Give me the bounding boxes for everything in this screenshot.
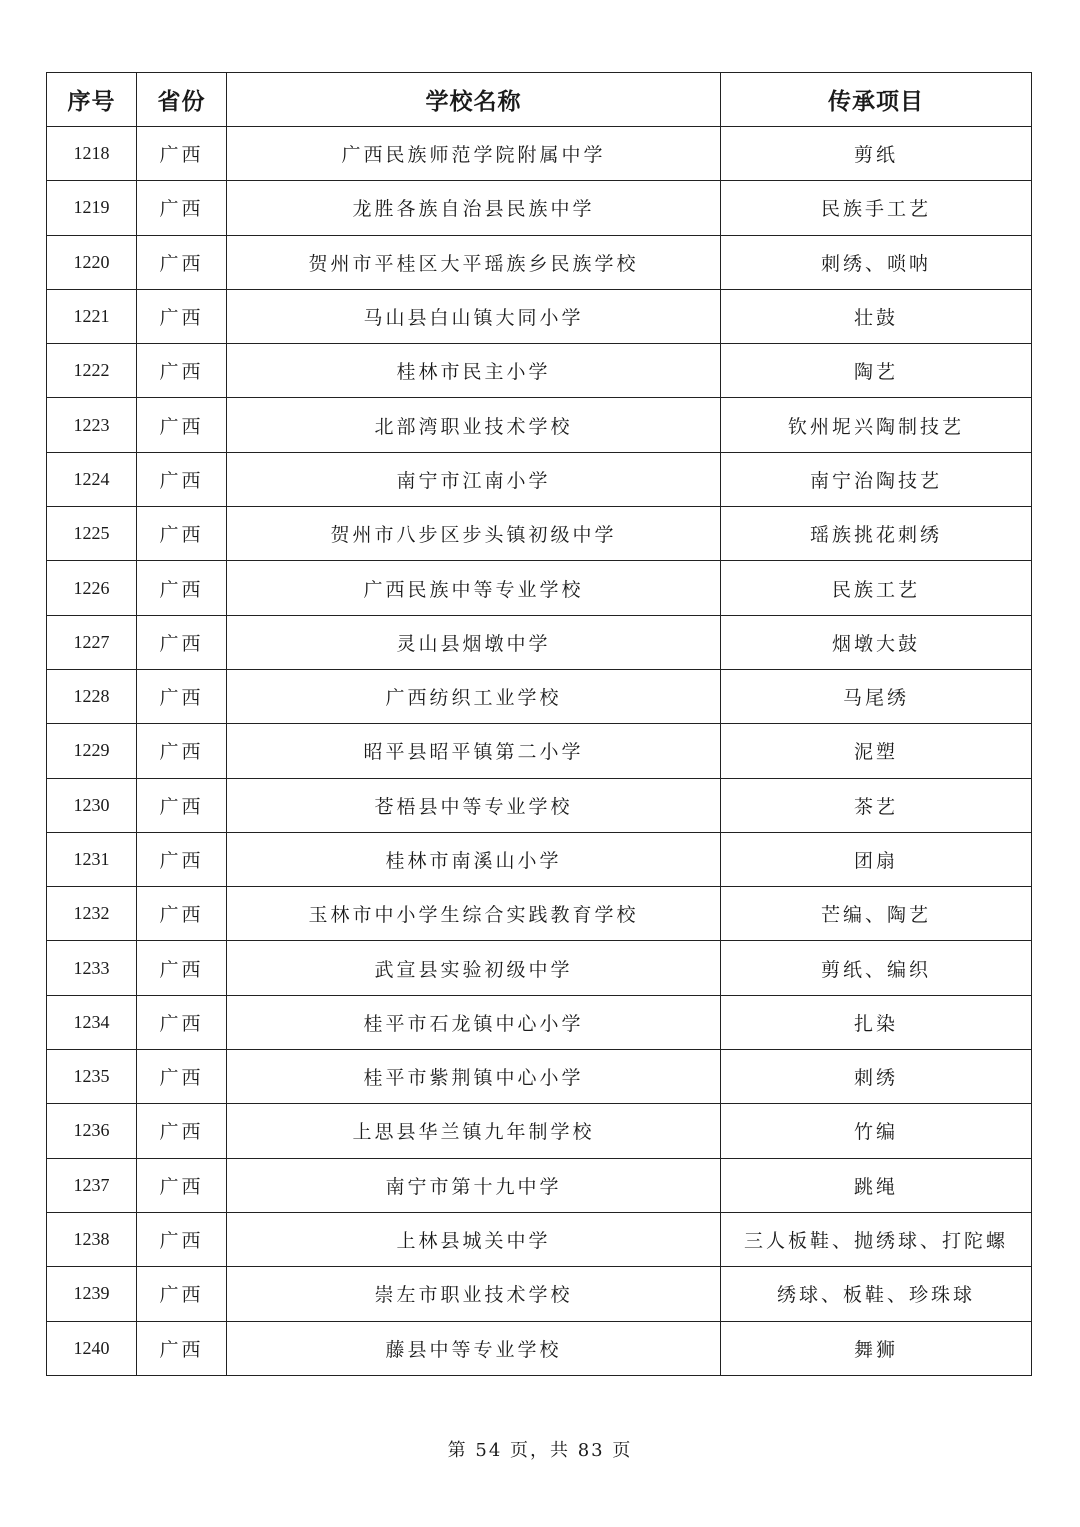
table-row xyxy=(47,1104,1032,1158)
header-heritage-project: 传承项目 xyxy=(721,73,1032,127)
cell-heritage-project: 剪纸、编织 xyxy=(721,941,1032,995)
cell-province: 广西 xyxy=(137,289,227,343)
table-row xyxy=(47,344,1032,398)
header-school-name: 学校名称 xyxy=(227,73,721,127)
cell-school-name: 广西纺织工业学校 xyxy=(227,669,721,723)
cell-seq: 1229 xyxy=(47,724,137,778)
cell-seq: 1225 xyxy=(47,507,137,561)
cell-province: 广西 xyxy=(137,995,227,1049)
cell-school-name: 南宁市第十九中学 xyxy=(227,1158,721,1212)
table-row xyxy=(47,561,1032,615)
cell-heritage-project: 烟墩大鼓 xyxy=(721,615,1032,669)
cell-school-name: 崇左市职业技术学校 xyxy=(227,1267,721,1321)
table-header-row xyxy=(47,73,1032,127)
cell-seq: 1230 xyxy=(47,778,137,832)
cell-seq: 1239 xyxy=(47,1267,137,1321)
cell-seq: 1219 xyxy=(47,181,137,235)
cell-province: 广西 xyxy=(137,615,227,669)
cell-seq: 1240 xyxy=(47,1321,137,1375)
cell-province: 广西 xyxy=(137,1104,227,1158)
cell-seq: 1238 xyxy=(47,1212,137,1266)
cell-province: 广西 xyxy=(137,1267,227,1321)
cell-province: 广西 xyxy=(137,561,227,615)
cell-school-name: 龙胜各族自治县民族中学 xyxy=(227,181,721,235)
cell-seq: 1224 xyxy=(47,452,137,506)
cell-seq: 1228 xyxy=(47,669,137,723)
cell-heritage-project: 南宁治陶技艺 xyxy=(721,452,1032,506)
cell-heritage-project: 剪纸 xyxy=(721,127,1032,181)
cell-heritage-project: 刺绣、唢呐 xyxy=(721,235,1032,289)
cell-province: 广西 xyxy=(137,887,227,941)
cell-heritage-project: 茶艺 xyxy=(721,778,1032,832)
cell-heritage-project: 民族手工艺 xyxy=(721,181,1032,235)
cell-seq: 1234 xyxy=(47,995,137,1049)
cell-province: 广西 xyxy=(137,127,227,181)
cell-school-name: 贺州市八步区步头镇初级中学 xyxy=(227,507,721,561)
cell-heritage-project: 钦州坭兴陶制技艺 xyxy=(721,398,1032,452)
header-seq: 序号 xyxy=(47,73,137,127)
cell-school-name: 藤县中等专业学校 xyxy=(227,1321,721,1375)
cell-school-name: 灵山县烟墩中学 xyxy=(227,615,721,669)
cell-school-name: 玉林市中小学生综合实践教育学校 xyxy=(227,887,721,941)
table-row xyxy=(47,398,1032,452)
table-row xyxy=(47,289,1032,343)
table-row xyxy=(47,778,1032,832)
table-row xyxy=(47,995,1032,1049)
cell-school-name: 北部湾职业技术学校 xyxy=(227,398,721,452)
table-row xyxy=(47,452,1032,506)
cell-province: 广西 xyxy=(137,452,227,506)
cell-province: 广西 xyxy=(137,832,227,886)
table-row xyxy=(47,235,1032,289)
table-row xyxy=(47,1212,1032,1266)
cell-province: 广西 xyxy=(137,507,227,561)
cell-province: 广西 xyxy=(137,669,227,723)
cell-seq: 1232 xyxy=(47,887,137,941)
cell-school-name: 桂平市石龙镇中心小学 xyxy=(227,995,721,1049)
cell-seq: 1237 xyxy=(47,1158,137,1212)
cell-province: 广西 xyxy=(137,941,227,995)
cell-school-name: 广西民族师范学院附属中学 xyxy=(227,127,721,181)
cell-heritage-project: 芒编、陶艺 xyxy=(721,887,1032,941)
cell-province: 广西 xyxy=(137,1050,227,1104)
table-row xyxy=(47,941,1032,995)
cell-school-name: 上林县城关中学 xyxy=(227,1212,721,1266)
cell-heritage-project: 马尾绣 xyxy=(721,669,1032,723)
cell-seq: 1221 xyxy=(47,289,137,343)
cell-seq: 1223 xyxy=(47,398,137,452)
table-row xyxy=(47,1321,1032,1375)
table-row xyxy=(47,669,1032,723)
cell-heritage-project: 壮鼓 xyxy=(721,289,1032,343)
cell-seq: 1236 xyxy=(47,1104,137,1158)
table-row xyxy=(47,181,1032,235)
cell-province: 广西 xyxy=(137,1158,227,1212)
header-province: 省份 xyxy=(137,73,227,127)
cell-school-name: 武宣县实验初级中学 xyxy=(227,941,721,995)
table-row xyxy=(47,832,1032,886)
cell-seq: 1222 xyxy=(47,344,137,398)
cell-heritage-project: 泥塑 xyxy=(721,724,1032,778)
cell-school-name: 南宁市江南小学 xyxy=(227,452,721,506)
cell-province: 广西 xyxy=(137,1212,227,1266)
cell-heritage-project: 扎染 xyxy=(721,995,1032,1049)
cell-school-name: 昭平县昭平镇第二小学 xyxy=(227,724,721,778)
cell-school-name: 桂林市民主小学 xyxy=(227,344,721,398)
cell-heritage-project: 三人板鞋、抛绣球、打陀螺 xyxy=(721,1212,1032,1266)
school-list-table xyxy=(46,72,1032,1376)
cell-province: 广西 xyxy=(137,1321,227,1375)
table-row xyxy=(47,1158,1032,1212)
page-number-footer: 第 54 页，共 83 页 xyxy=(447,1440,633,1461)
cell-heritage-project: 瑶族挑花刺绣 xyxy=(721,507,1032,561)
cell-school-name: 马山县白山镇大同小学 xyxy=(227,289,721,343)
cell-heritage-project: 民族工艺 xyxy=(721,561,1032,615)
cell-province: 广西 xyxy=(137,235,227,289)
cell-heritage-project: 绣球、板鞋、珍珠球 xyxy=(721,1267,1032,1321)
table-row xyxy=(47,1267,1032,1321)
table-row xyxy=(47,507,1032,561)
cell-heritage-project: 团扇 xyxy=(721,832,1032,886)
cell-seq: 1226 xyxy=(47,561,137,615)
cell-seq: 1218 xyxy=(47,127,137,181)
cell-seq: 1220 xyxy=(47,235,137,289)
table-row xyxy=(47,127,1032,181)
cell-province: 广西 xyxy=(137,778,227,832)
cell-seq: 1233 xyxy=(47,941,137,995)
cell-school-name: 桂平市紫荆镇中心小学 xyxy=(227,1050,721,1104)
cell-province: 广西 xyxy=(137,181,227,235)
table-body xyxy=(47,127,1032,1376)
cell-province: 广西 xyxy=(137,724,227,778)
cell-seq: 1227 xyxy=(47,615,137,669)
cell-province: 广西 xyxy=(137,344,227,398)
cell-seq: 1231 xyxy=(47,832,137,886)
cell-school-name: 上思县华兰镇九年制学校 xyxy=(227,1104,721,1158)
cell-province: 广西 xyxy=(137,398,227,452)
cell-school-name: 苍梧县中等专业学校 xyxy=(227,778,721,832)
table-row xyxy=(47,615,1032,669)
cell-heritage-project: 跳绳 xyxy=(721,1158,1032,1212)
table-row xyxy=(47,1050,1032,1104)
table-row xyxy=(47,724,1032,778)
cell-school-name: 贺州市平桂区大平瑶族乡民族学校 xyxy=(227,235,721,289)
cell-school-name: 桂林市南溪山小学 xyxy=(227,832,721,886)
cell-heritage-project: 舞狮 xyxy=(721,1321,1032,1375)
cell-heritage-project: 竹编 xyxy=(721,1104,1032,1158)
table-row xyxy=(47,887,1032,941)
cell-heritage-project: 陶艺 xyxy=(721,344,1032,398)
cell-seq: 1235 xyxy=(47,1050,137,1104)
cell-school-name: 广西民族中等专业学校 xyxy=(227,561,721,615)
cell-heritage-project: 刺绣 xyxy=(721,1050,1032,1104)
